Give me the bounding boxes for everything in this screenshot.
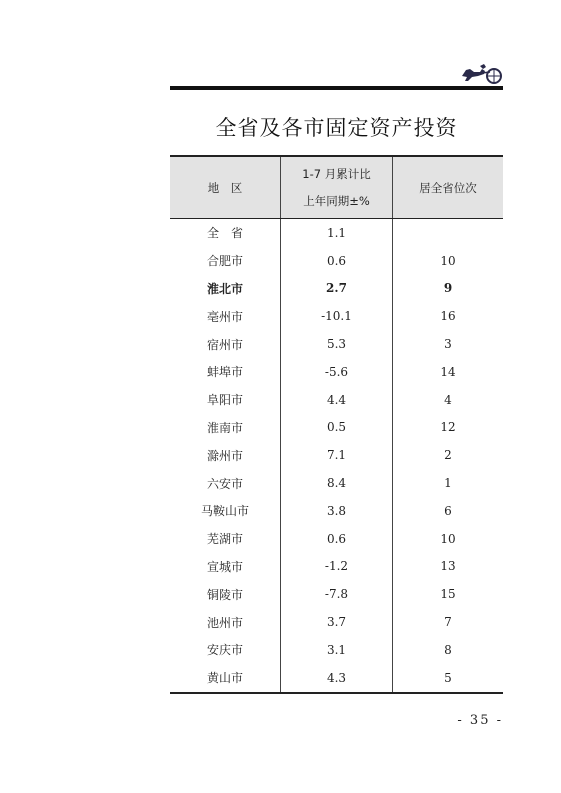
cell-rank: 1 bbox=[444, 476, 452, 491]
cell-region: 黄山市 bbox=[170, 664, 281, 693]
cell-rank: 7 bbox=[444, 615, 452, 630]
cell-rank: 10 bbox=[440, 253, 456, 268]
page-title: 全省及各市固定资产投资 bbox=[215, 116, 458, 140]
table-row bbox=[170, 247, 503, 275]
cell-rank: 3 bbox=[444, 337, 452, 352]
cell-region: 滁州市 bbox=[170, 441, 281, 469]
cell-change: -5.6 bbox=[281, 358, 393, 386]
cell-rank: 13 bbox=[440, 559, 456, 574]
cell-region: 池州市 bbox=[170, 608, 281, 636]
cell-region: 宿州市 bbox=[170, 330, 281, 358]
cell-rank: 16 bbox=[440, 309, 456, 324]
table-row bbox=[170, 636, 503, 664]
table-row bbox=[170, 608, 503, 636]
table-row bbox=[170, 441, 503, 469]
table-row bbox=[170, 469, 503, 497]
cell-change: 3.1 bbox=[281, 636, 393, 664]
cell-rank: 10 bbox=[440, 531, 456, 546]
table-row bbox=[170, 525, 503, 553]
cell-change: 5.3 bbox=[281, 330, 393, 358]
cell-region: 芜湖市 bbox=[170, 525, 281, 553]
cell-rank: 9 bbox=[443, 281, 453, 296]
header-rank: 居全省位次 bbox=[393, 156, 504, 219]
cell-rank: 4 bbox=[444, 392, 452, 407]
table-row bbox=[170, 553, 503, 581]
table-row bbox=[170, 664, 503, 693]
cell-change: -7.8 bbox=[281, 580, 393, 608]
cell-rank bbox=[393, 219, 504, 247]
cell-rank: 12 bbox=[440, 420, 456, 435]
cell-rank: 5 bbox=[393, 664, 504, 693]
table-row bbox=[170, 330, 503, 358]
cell-region: 蚌埠市 bbox=[170, 358, 281, 386]
cell-change: 0.5 bbox=[281, 414, 393, 442]
cell-change: 4.4 bbox=[281, 386, 393, 414]
cell-region: 亳州市 bbox=[170, 302, 281, 330]
top-rule bbox=[170, 86, 503, 90]
cell-region: 合肥市 bbox=[170, 247, 281, 275]
table-row bbox=[170, 497, 503, 525]
table-row bbox=[170, 580, 503, 608]
cell-region: 宣城市 bbox=[170, 553, 281, 581]
table-row bbox=[170, 302, 503, 330]
cell-change: 0.6 bbox=[281, 247, 393, 275]
table-row bbox=[170, 414, 503, 442]
cell-change: 3.8 bbox=[281, 497, 393, 525]
table-row bbox=[170, 386, 503, 414]
cell-region: 淮南市 bbox=[170, 414, 281, 442]
cell-region: 六安市 bbox=[170, 469, 281, 497]
cell-change: -1.2 bbox=[281, 553, 393, 581]
header-change-line2: 上年同期±% bbox=[303, 193, 370, 208]
header-region: 地 区 bbox=[170, 156, 281, 219]
cell-change: 3.7 bbox=[281, 608, 393, 636]
cell-change: 7.1 bbox=[281, 441, 393, 469]
cell-change: 2.7 bbox=[281, 275, 393, 303]
header-change bbox=[281, 156, 393, 219]
header-change-line1: 1-7 月累计比 bbox=[302, 166, 371, 181]
cell-rank: 6 bbox=[444, 503, 452, 518]
cell-change: 0.6 bbox=[281, 525, 393, 553]
table-row bbox=[170, 275, 503, 303]
cell-region: 铜陵市 bbox=[170, 580, 281, 608]
horse-carriage-icon bbox=[458, 60, 504, 86]
investment-table bbox=[170, 155, 503, 694]
cell-change: 1.1 bbox=[281, 219, 393, 247]
cell-region: 马鞍山市 bbox=[170, 497, 281, 525]
cell-change: 8.4 bbox=[281, 469, 393, 497]
cell-region: 全 省 bbox=[170, 219, 281, 247]
cell-rank: 8 bbox=[444, 642, 452, 657]
cell-region: 阜阳市 bbox=[170, 386, 281, 414]
cell-region: 安庆市 bbox=[170, 636, 281, 664]
cell-rank: 14 bbox=[440, 364, 456, 379]
cell-change: 4.3 bbox=[281, 664, 393, 693]
cell-region: 淮北市 bbox=[170, 275, 281, 303]
table-body bbox=[170, 219, 503, 693]
table-row bbox=[170, 358, 503, 386]
cell-change: -10.1 bbox=[281, 302, 393, 330]
page-number: - 35 - bbox=[457, 713, 503, 728]
table-row bbox=[170, 219, 503, 247]
cell-rank: 2 bbox=[444, 448, 452, 463]
cell-rank: 15 bbox=[440, 587, 456, 602]
